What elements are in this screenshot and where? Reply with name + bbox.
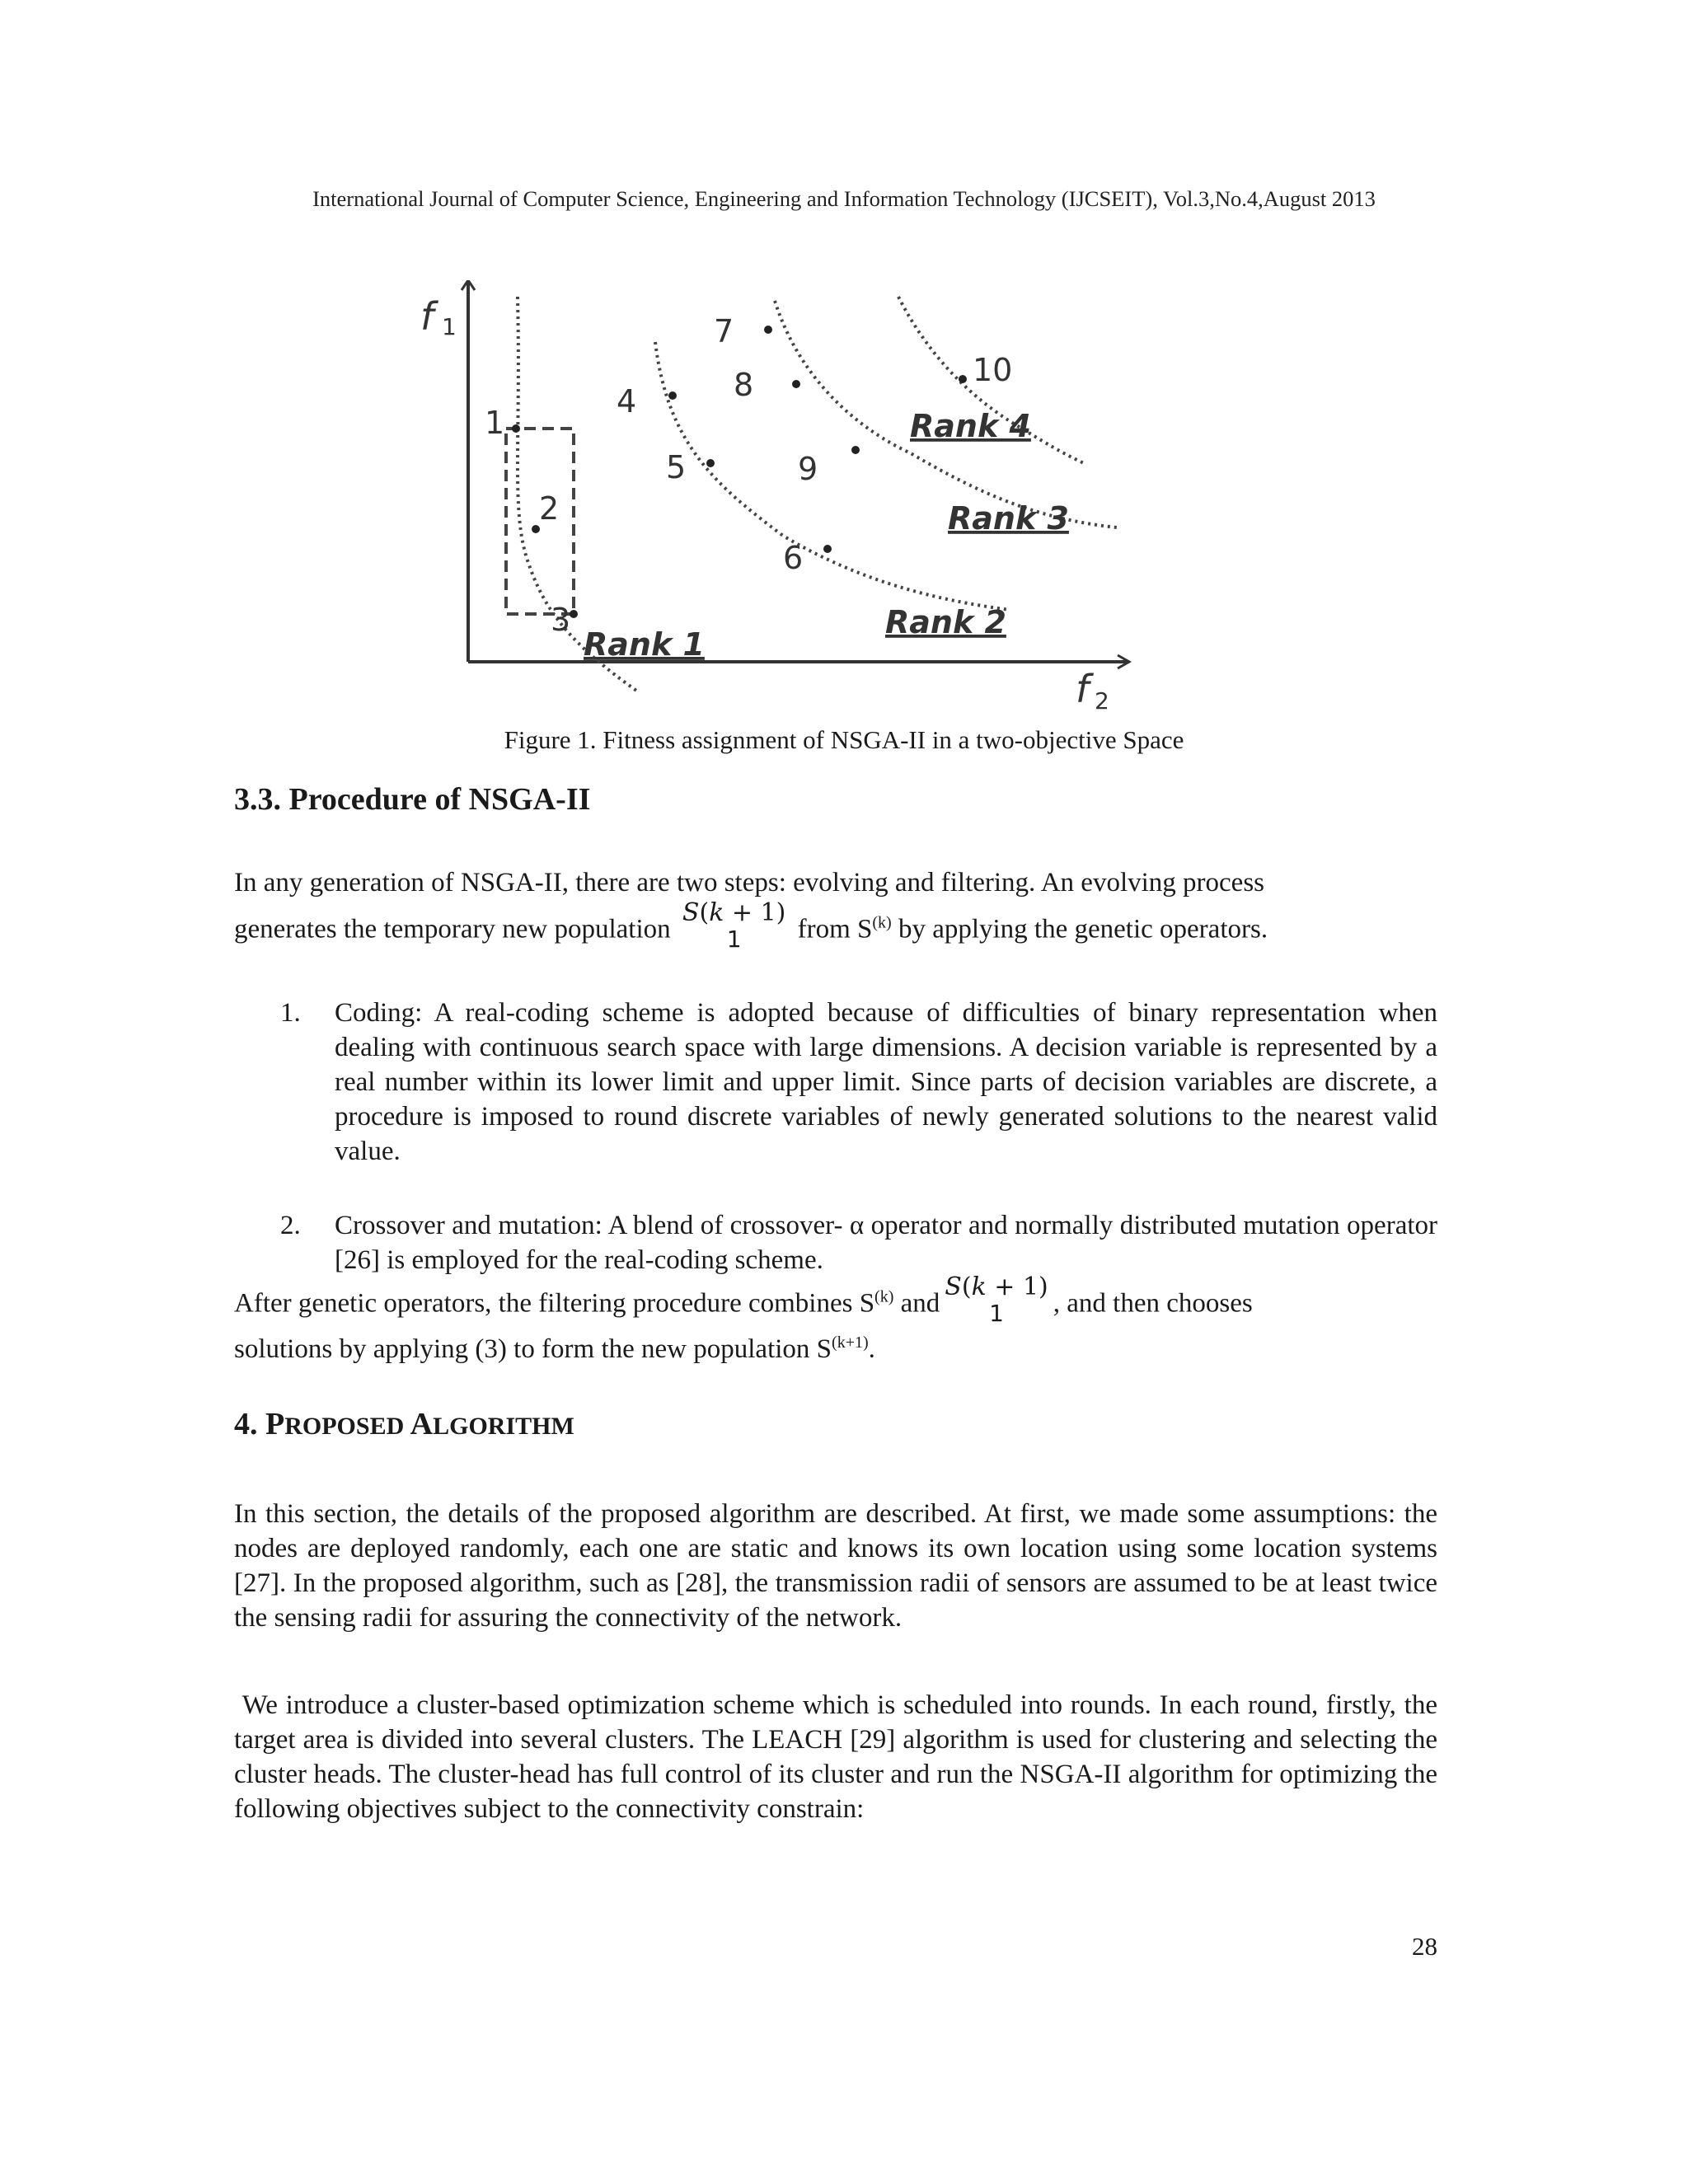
rank-label-3: Rank 3	[948, 500, 1069, 537]
point-4	[668, 391, 677, 400]
list-text: Crossover and mutation: A blend of crossover- α operator and normally distributed mutation operator [26] is employed for the real-coding scheme.	[335, 1211, 1437, 1275]
intro-line-2: generates the temporary new population S(k + 1) 1 from $S^{(k)}$ by applying the genetic operators.	[234, 898, 1268, 953]
point-7	[764, 326, 772, 334]
axis-y-sub: 1	[442, 313, 457, 340]
intro-line-1: In any generation of NSGA-II, there are two steps: evolving and filtering. An evolving process	[234, 868, 1265, 898]
point-1	[512, 424, 520, 433]
point-label-5: 5	[666, 449, 687, 485]
rank-2-curve	[655, 342, 1013, 610]
fraction-s-k1-1b: S(k + 1) 1	[945, 1272, 1048, 1327]
list-number: 2.	[280, 1211, 301, 1240]
point-3	[570, 610, 578, 618]
after-line-1: After genetic operators, the filtering procedure combines $S^{(k)}$ and S(k + 1) 1 , and then chooses	[234, 1272, 1253, 1327]
point-label-3: 3	[551, 602, 571, 638]
point-8	[792, 380, 800, 388]
rank-label-4: Rank 4	[910, 408, 1031, 444]
section-heading-4: 4. PROPOSED ALGORITHM	[234, 1407, 574, 1441]
nsga-figure	[404, 280, 1162, 725]
section-4-paragraph-1: In this section, the details of the proposed algorithm are described. At first, we made some assumptions: the nodes are deployed randomly, each one are static and knows its own location using some location systems [27]. In the proposed algorithm, such as [28], the transmission radii of sensors are assumed to be at least twice the sensing radii for assuring the connectivity of the network.	[234, 1499, 1437, 1633]
rank-label-2: Rank 2	[885, 604, 1006, 640]
section-3-3-intro	[234, 865, 1437, 958]
point-label-9: 9	[798, 451, 818, 487]
point-10	[959, 375, 967, 383]
section-3-3-after	[234, 1272, 1437, 1366]
list-item-2	[280, 1208, 1437, 1277]
point-label-6: 6	[783, 540, 804, 576]
list-item-1	[280, 996, 1437, 1169]
point-6	[823, 545, 832, 553]
point-label-7: 7	[714, 313, 734, 349]
rank-label-1: Rank 1	[584, 626, 705, 663]
point-label-10: 10	[973, 352, 1013, 388]
page-number: 28	[1412, 1932, 1437, 1961]
list-number: 1.	[280, 998, 301, 1028]
point-label-1: 1	[485, 405, 505, 441]
axis-y-label: f	[420, 294, 434, 339]
point-label-4: 4	[617, 383, 637, 419]
list-text: Coding: A real-coding scheme is adopted because of difficulties of binary representation when dealing with continuous search space with large dimensions. A decision variable is represented by a real number within its lower limit and upper limit. Since parts of decision variables are discrete, a procedure is imposed to round discrete variables of newly generated solutions to the nearest valid value.	[335, 998, 1437, 1166]
section-4-paragraph-2: We introduce a cluster-based optimization scheme which is scheduled into rounds. In each round, firstly, the target area is divided into several clusters. The LEACH [29] algorithm is used for clustering and selecting the cluster heads. The cluster-head has full control of its cluster and run the NSGA-II algorithm for optimizing the following objectives subject to the connectivity constrain:	[234, 1690, 1445, 1824]
point-label-2: 2	[539, 490, 560, 527]
after-line-2: solutions by applying (3) to form the new population $S^{(k+1)}$.	[234, 1333, 875, 1364]
point-5	[706, 459, 715, 467]
figure-caption: Figure 1. Fitness assignment of NSGA-II in a two-objective Space	[504, 725, 1184, 754]
journal-header: International Journal of Computer Science, Engineering and Information Technology (IJCSEIT), Vol.3,No.4,August 2013	[312, 186, 1376, 211]
axis-x-label: f	[1076, 667, 1090, 711]
fraction-s-k1-1: S(k + 1) 1	[682, 898, 786, 953]
section-heading-3-3: 3.3. Procedure of NSGA-II	[234, 782, 591, 817]
point-label-8: 8	[734, 367, 754, 403]
axis-x-sub: 2	[1095, 687, 1109, 715]
point-9	[851, 446, 860, 454]
